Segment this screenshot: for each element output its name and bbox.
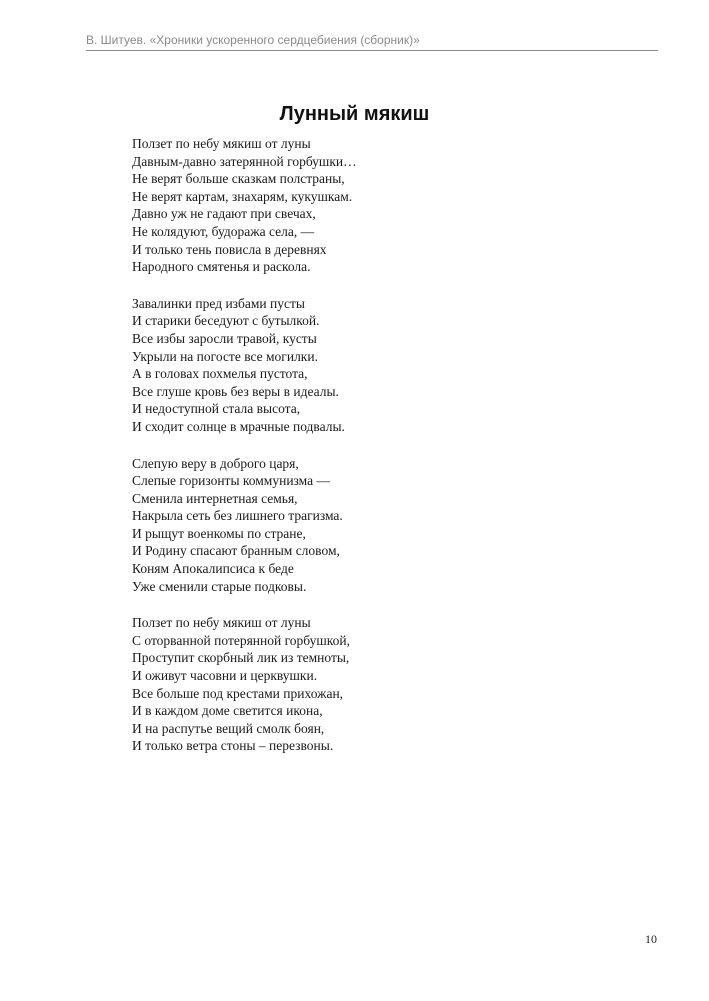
poem-title: Лунный мякиш [279,103,430,125]
poem-line: И старики беседуют с бутылкой. [132,313,320,329]
running-header: В. Шитуев. «Хроники ускоренного сердцебиения (сборник)» [86,33,420,47]
poem-line: Не верят картам, знахарям, кукушкам. [132,188,353,204]
stanza-3 [132,455,572,596]
poem-line: Народного смятенья и раскола. [132,259,311,275]
poem-line: И рыщут военкомы по стране, [132,525,306,541]
poem-line: Ползет по небу мякиш от луны [132,615,311,631]
header-divider [86,50,658,51]
poem-line: Коням Апокалипсиса к беде [132,561,294,577]
poem-line: Давным-давно затерянной горбушки… [132,153,357,169]
stanza-1 [132,135,572,276]
poem-line: Укрыли на погосте все могилки. [132,348,318,364]
poem-line: Сменила интернетная семья, [132,490,298,506]
poem-line: И оживут часовни и церквушки. [132,668,318,684]
poem-line: И сходит солнце в мрачные подвалы. [132,418,345,434]
poem-line: Слепую веру в доброго царя, [132,455,299,471]
poem-line: Все глуше кровь без веры в идеалы. [132,383,339,399]
poem-line: А в головах похмелья пустота, [132,366,308,382]
poem-line: Не колядуют, будоража села, — [132,223,315,239]
poem-line: Ползет по небу мякиш от луны [132,136,311,151]
poem-line: Все больше под крестами прихожан, [132,685,344,701]
poem-line: Все избы заросли травой, кусты [132,330,317,346]
poem-line: И недоступной стала высота, [132,401,301,417]
poem-line: Накрыла сеть без лишнего трагизма. [132,508,343,524]
poem-line: Завалинки пред избами пусты [132,295,305,311]
poem-line: Не верят больше сказкам полстраны, [132,171,345,187]
poem-line: Давно уж не гадают при свечах, [132,206,316,222]
poem-line: С оторванной потерянной горбушкой, [132,632,351,648]
poem-line: Слепые горизонты коммунизма — [132,473,331,489]
poem-line: Проступит скорбный лик из темноты, [132,650,350,666]
poem-body [132,135,572,774]
poem-line: И только тень повисла в деревнях [132,241,327,257]
poem-line: Уже сменили старые подковы. [132,578,307,594]
page-number: 10 [645,932,657,946]
poem-line: И Родину спасают бранным словом, [132,543,340,559]
stanza-4 [132,614,572,755]
stanza-2 [132,295,572,436]
poem-line: И только ветра стоны – перезвоны. [132,738,334,754]
poem-line: И в каждом доме светится икона, [132,703,323,719]
poem-line: И на распутье вещий смолк боян, [132,720,325,736]
